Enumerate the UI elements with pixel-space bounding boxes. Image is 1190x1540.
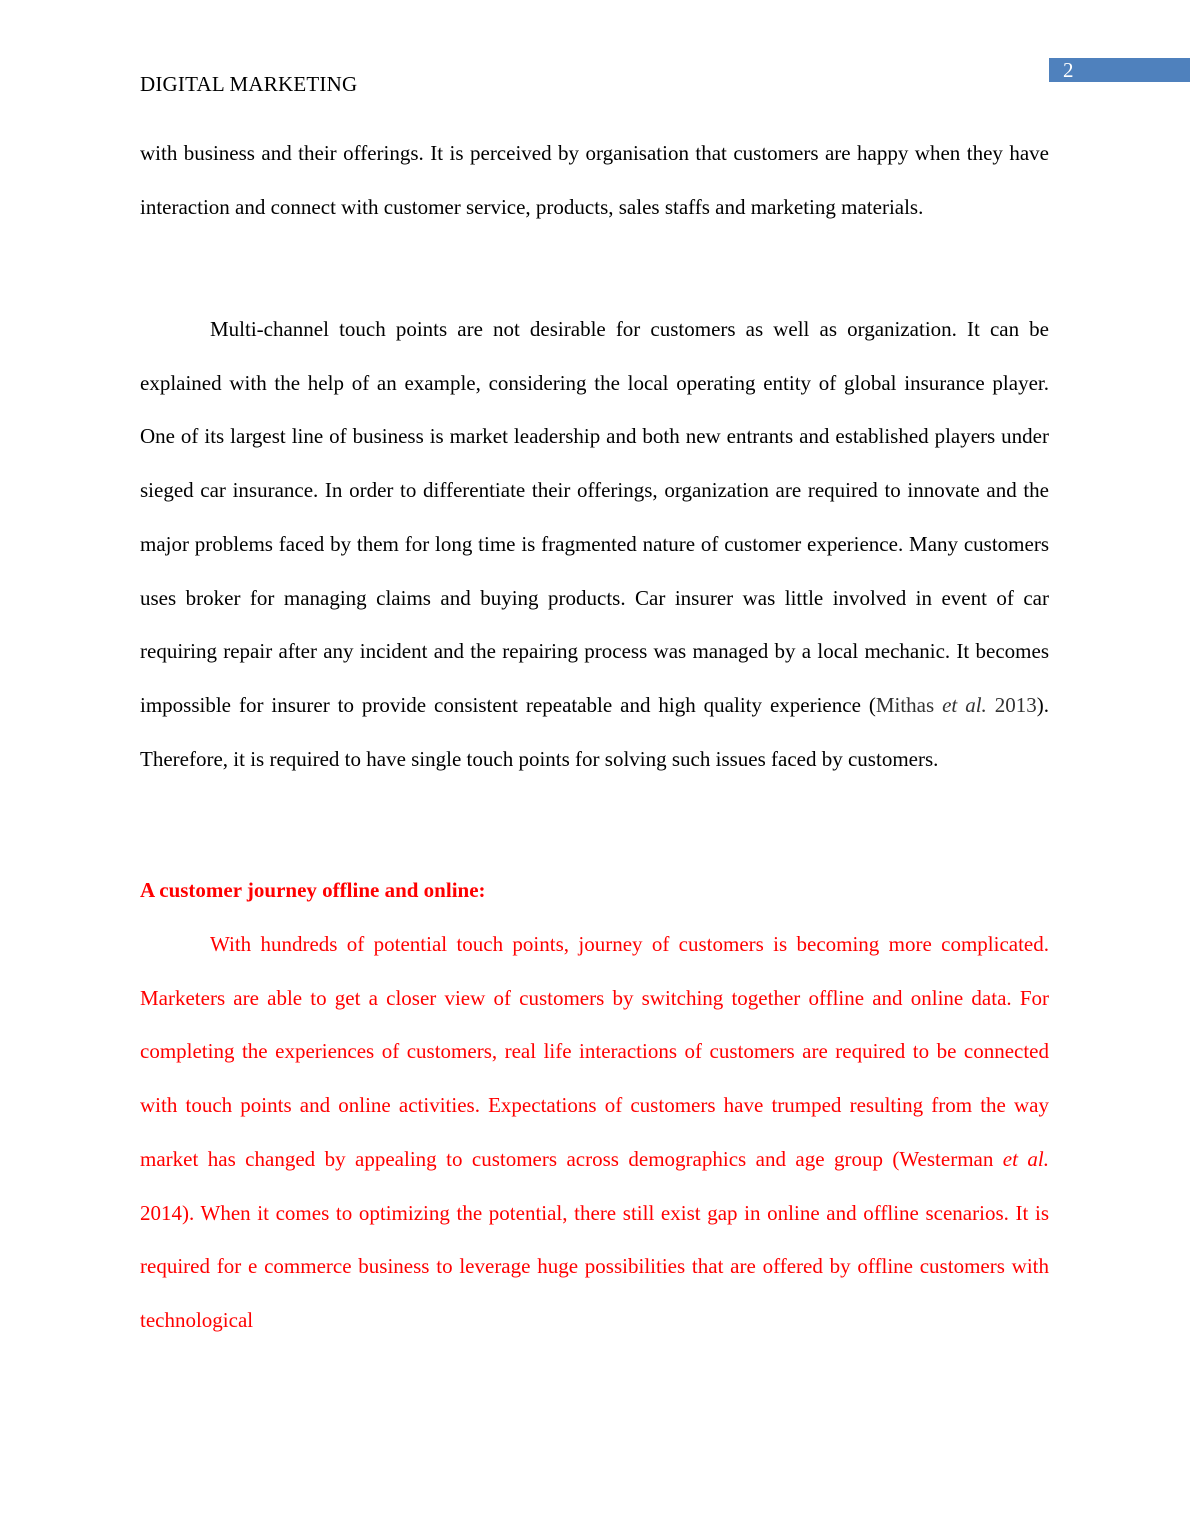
citation-author: Mithas xyxy=(875,692,943,717)
running-head: DIGITAL MARKETING xyxy=(140,72,358,96)
paragraph-2-text: Multi-channel touch points are not desirable for customers as well as organization. It can be explained with the help of an example, considering the local operating entity of global insurance player. One of its largest line of business is market leadership and both new entrants and established players under sieged car insurance. In order to differentiate their offerings, organization are required to innovate and the major problems faced by them for long time is fragmented nature of customer experience. Many customers uses broker for managing claims and buying products. Car insurer was little involved in event of car requiring repair after any incident and the repairing process was managed by a local mechanic. It becomes impossible for insurer to provide consistent repeatable and high quality experience ( xyxy=(140,317,1049,717)
paragraph-3-text-end: 2014). When it comes to optimizing the potential, there still exist gap in online and offline scenarios. It is required for e commerce business to leverage huge possibilities that are offered by offline customers with technological xyxy=(140,1200,1049,1332)
page-number-bar xyxy=(1049,58,1190,82)
paragraph-2-text-end: ). Therefore, it is required to have single touch points for solving such issues faced by customers. xyxy=(140,692,1049,771)
citation-year: 2013 xyxy=(986,692,1037,717)
page-number: 2 xyxy=(1063,58,1074,82)
paragraph-3 xyxy=(140,918,1049,1348)
citation-et-al: et al. xyxy=(942,692,987,717)
section-heading: A customer journey offline and online: xyxy=(140,878,486,902)
paragraph-1: with business and their offerings. It is perceived by organisation that customers are happy when they have interaction and connect with customer service, products, sales staffs and marketing materials. xyxy=(140,141,1049,219)
paragraph-2 xyxy=(140,303,1049,786)
paragraph-3-text: With hundreds of potential touch points, journey of customers is becoming more complicated. Marketers are able to get a closer view of customers by switching together offline and online data. For completing the experiences of customers, real life interactions of customers are required to be connected with touch points and online activities. Expectations of customers have trumped resulting from the way market has changed by appealing to customers across demographics and age group (Westerman xyxy=(140,932,1049,1171)
citation-et-al: et al. xyxy=(1002,1146,1049,1171)
